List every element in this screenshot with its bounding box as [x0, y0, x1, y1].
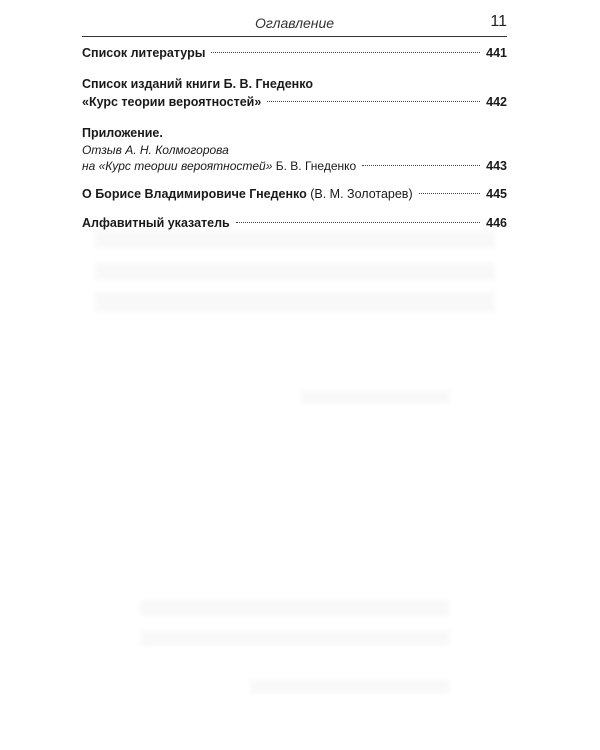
toc-page-number: 441	[486, 46, 507, 60]
toc-page-number: 446	[486, 216, 507, 230]
bleed-through	[95, 262, 495, 280]
toc-entry-title-continued: «Курс теории вероятностей»	[82, 95, 262, 109]
table-of-contents	[82, 44, 507, 241]
toc-page-number: 445	[486, 187, 507, 201]
toc-page-number: 443	[486, 159, 507, 173]
appendix-subtitle-continued: на «Курс теории вероятностей» Б. В. Гнеденко	[82, 159, 357, 173]
page-header	[82, 10, 507, 37]
toc-entry-appendix	[82, 124, 507, 174]
appendix-heading: Приложение.	[82, 126, 163, 140]
bleed-through	[95, 292, 495, 312]
toc-entry-editions	[82, 75, 507, 111]
toc-entry-about	[82, 185, 507, 203]
bleed-through	[140, 600, 450, 616]
toc-entry-index	[82, 214, 507, 232]
dot-leader	[267, 101, 480, 102]
bleed-through	[250, 680, 450, 694]
dot-leader	[362, 165, 480, 166]
toc-entry-title: О Борисе Владимировиче Гнеденко (В. М. Золотарев)	[82, 187, 413, 201]
appendix-subtitle: Отзыв А. Н. Колмогорова	[82, 143, 229, 157]
dot-leader	[236, 222, 480, 223]
page-number: 11	[490, 13, 507, 30]
dot-leader	[211, 52, 480, 53]
bleed-through	[300, 390, 450, 404]
running-title: Оглавление	[254, 15, 335, 31]
bleed-through	[140, 630, 450, 646]
toc-entry-title: Список литературы	[82, 46, 206, 60]
toc-page-number: 442	[486, 95, 507, 109]
toc-entry-title: Список изданий книги Б. В. Гнеденко	[82, 77, 313, 91]
dot-leader	[419, 193, 481, 194]
toc-entry-bibliography	[82, 44, 507, 62]
toc-entry-title: Алфавитный указатель	[82, 216, 230, 230]
